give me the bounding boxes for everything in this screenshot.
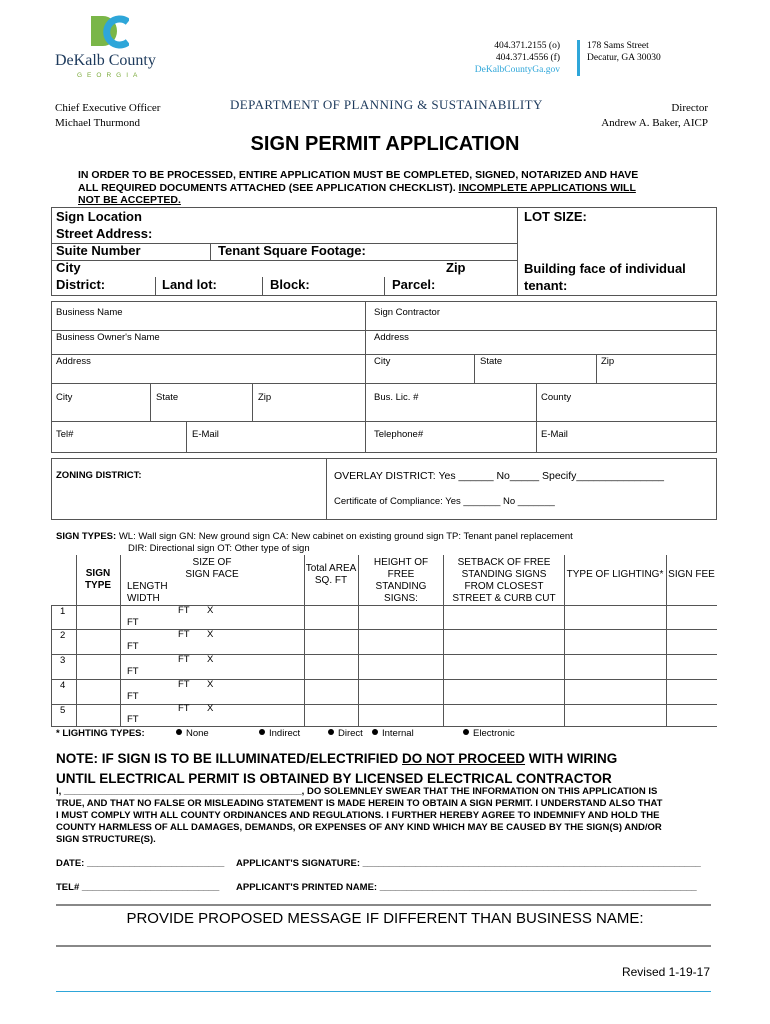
owner-email-field[interactable]: E-Mail <box>192 429 219 440</box>
oath-statement: I, _____________________________________________, DO SOLEMNLEY SWEAR THAT THE INFORMATION ON THIS APPLICATION IS TRUE, AND THAT NO FALSE OR MISLEADING STATEMENT IS MADE HEREIN TO OBTAIN A SIGN PERMIT. I UNDERSTAND ALSO THAT I MUST COMPLY WITH ALL COUNTY ORDINANCES AND REGULATIONS. I FURTHER HEREBY AGREE TO INDEMNIFY AND HOLD THE COUNTY HARMLESS OF ALL DAMAGES, DEMANDS, OR EXPENSES OF ANY KIND WHICH MAY BE CAUSED BY THE SIGN(S) AND/OR SIGN STRUCTURE(S). <box>56 786 663 845</box>
contact-phones <box>486 40 560 64</box>
instruction-line-2: ALL REQUIRED DOCUMENTS ATTACHED (SEE APPLICATION CHECKLIST). INCOMPLETE APPLICATIONS WILL <box>78 181 636 194</box>
owner-state-field[interactable]: State <box>156 392 179 403</box>
sign-location-label: Sign Location <box>56 209 142 224</box>
col-lighting: TYPE OF LIGHTING* <box>566 569 664 580</box>
ceo-title: Chief Executive Officer <box>55 102 161 114</box>
contractor-telephone-field[interactable]: Telephone# <box>374 429 424 440</box>
ceo-name: Michael Thurmond <box>55 117 141 129</box>
contractor-email-field[interactable]: E-Mail <box>541 429 568 440</box>
bullet-icon <box>176 729 182 735</box>
ceo-block <box>55 101 160 131</box>
director-title: Director <box>671 102 708 114</box>
department-name: DEPARTMENT OF PLANNING & SUSTAINABILITY <box>230 97 543 112</box>
owner-zip-field[interactable]: Zip <box>258 392 272 403</box>
zoning-section <box>51 458 717 520</box>
lot-size-field[interactable]: LOT SIZE: <box>524 209 587 224</box>
owner-address-field[interactable]: Address <box>56 356 91 367</box>
bullet-icon <box>372 729 378 735</box>
contractor-address-field[interactable]: Address <box>374 332 409 343</box>
applicant-signature-field[interactable]: APPLICANT'S SIGNATURE: ________________________________________________________________ <box>236 858 701 869</box>
certificate-compliance-field[interactable]: Certificate of Compliance: Yes _______ No _______ <box>334 496 555 507</box>
col-length: LENGTH <box>127 581 168 592</box>
director-block <box>560 101 708 131</box>
sign-types-legend-2: DIR: Directional sign OT: Other type of sign <box>128 543 310 554</box>
lighting-types-label: * LIGHTING TYPES: <box>56 728 145 739</box>
phone-fax: 404.371.4556 (f) <box>495 53 560 63</box>
col-setback: SETBACK OF FREE STANDING SIGNS FROM CLOSEST STREET & CURB CUT <box>452 557 556 604</box>
header-divider <box>577 40 580 76</box>
zoning-district-field[interactable]: ZONING DISTRICT: <box>56 470 142 481</box>
parcel-field[interactable]: Parcel: <box>392 277 436 292</box>
applicant-name-field[interactable]: APPLICANT'S PRINTED NAME: ____________________________________________________________ <box>236 882 697 893</box>
col-total-area: Total AREA SQ. FT <box>305 563 357 586</box>
phone-office: 404.371.2155 (o) <box>494 41 560 51</box>
date-field[interactable]: DATE: __________________________ <box>56 858 225 869</box>
owner-name-field[interactable]: Business Owner's Name <box>56 332 160 343</box>
zip-field[interactable]: Zip <box>446 260 466 275</box>
footer-rule <box>56 991 711 992</box>
lighting-internal[interactable]: Internal <box>372 728 414 739</box>
website-link[interactable]: DeKalbCountyGa.gov <box>474 65 560 75</box>
tel-field[interactable]: TEL# __________________________ <box>56 882 220 893</box>
district-field[interactable]: District: <box>56 277 106 292</box>
contractor-city-field[interactable]: City <box>374 356 391 367</box>
business-name-field[interactable]: Business Name <box>56 307 123 318</box>
bus-lic-field[interactable]: Bus. Lic. # <box>374 392 419 403</box>
col-height: HEIGHT OF FREE STANDING SIGNS: <box>373 557 429 604</box>
instructions <box>78 169 638 207</box>
lighting-none[interactable]: None <box>176 728 209 739</box>
contractor-state-field[interactable]: State <box>480 356 503 367</box>
instruction-line-1: IN ORDER TO BE PROCESSED, ENTIRE APPLICATION MUST BE COMPLETED, SIGNED, NOTARIZED AND HAVE <box>78 169 639 181</box>
block-field[interactable]: Block: <box>270 277 310 292</box>
lighting-direct[interactable]: Direct <box>328 728 363 739</box>
street-address-field[interactable]: Street Address: <box>56 226 153 241</box>
address-city: Decatur, GA 30030 <box>587 53 661 63</box>
director-name: Andrew A. Baker, AICP <box>601 117 708 129</box>
suite-number-field[interactable]: Suite Number <box>56 243 141 258</box>
col-width: WIDTH <box>127 593 160 604</box>
electrical-note: NOTE: IF SIGN IS TO BE ILLUMINATED/ELECTRIFIED DO NOT PROCEED WITH WIRING UNTIL ELECTRICAL PERMIT IS OBTAINED BY LICENSED ELECTRICAL CONTRACTOR <box>56 751 618 786</box>
message-prompt: PROVIDE PROPOSED MESSAGE IF DIFFERENT THAN BUSINESS NAME: <box>126 910 644 927</box>
owner-city-field[interactable]: City <box>56 392 73 403</box>
message-divider-top <box>56 904 711 906</box>
col-sign-type: SIGN TYPE <box>84 568 112 591</box>
address-street: 178 Sams Street <box>587 41 649 51</box>
county-field[interactable]: County <box>541 392 572 403</box>
bullet-icon <box>328 729 334 735</box>
instruction-line-3: NOT BE ACCEPTED. <box>78 194 181 206</box>
sign-types-legend: SIGN TYPES: WL: Wall sign GN: New ground sign CA: New cabinet on existing ground sign TP: Tenant panel replacement <box>56 531 573 542</box>
owner-tel-field[interactable]: Tel# <box>56 429 74 440</box>
col-fee: SIGN FEE <box>668 569 715 580</box>
logo-state: GEORGIA <box>77 72 143 79</box>
revised-date: Revised 1-19-17 <box>621 965 710 979</box>
bullet-icon <box>259 729 265 735</box>
lighting-electronic[interactable]: Electronic <box>463 728 515 739</box>
page-title: SIGN PERMIT APPLICATION <box>250 133 520 155</box>
building-face-field[interactable]: Building face of individual tenant: <box>524 261 686 293</box>
city-field[interactable]: City <box>56 260 81 275</box>
col-size-1: SIZE OF <box>192 557 232 568</box>
message-divider-bottom <box>56 945 711 947</box>
office-address <box>587 40 661 64</box>
contractor-zip-field[interactable]: Zip <box>601 356 615 367</box>
tenant-sqft-field[interactable]: Tenant Square Footage: <box>218 243 366 258</box>
lighting-indirect[interactable]: Indirect <box>259 728 300 739</box>
dc-logo-icon <box>89 14 129 52</box>
land-lot-field[interactable]: Land lot: <box>162 277 217 292</box>
col-size-2: SIGN FACE <box>185 569 239 580</box>
bullet-icon <box>463 729 469 735</box>
overlay-district-field[interactable]: OVERLAY DISTRICT: Yes ______ No_____ Specify_______________ <box>334 470 665 482</box>
county-logo <box>55 14 165 84</box>
logo-county-name: DeKalb County <box>55 52 156 69</box>
sign-contractor-field[interactable]: Sign Contractor <box>374 307 441 318</box>
